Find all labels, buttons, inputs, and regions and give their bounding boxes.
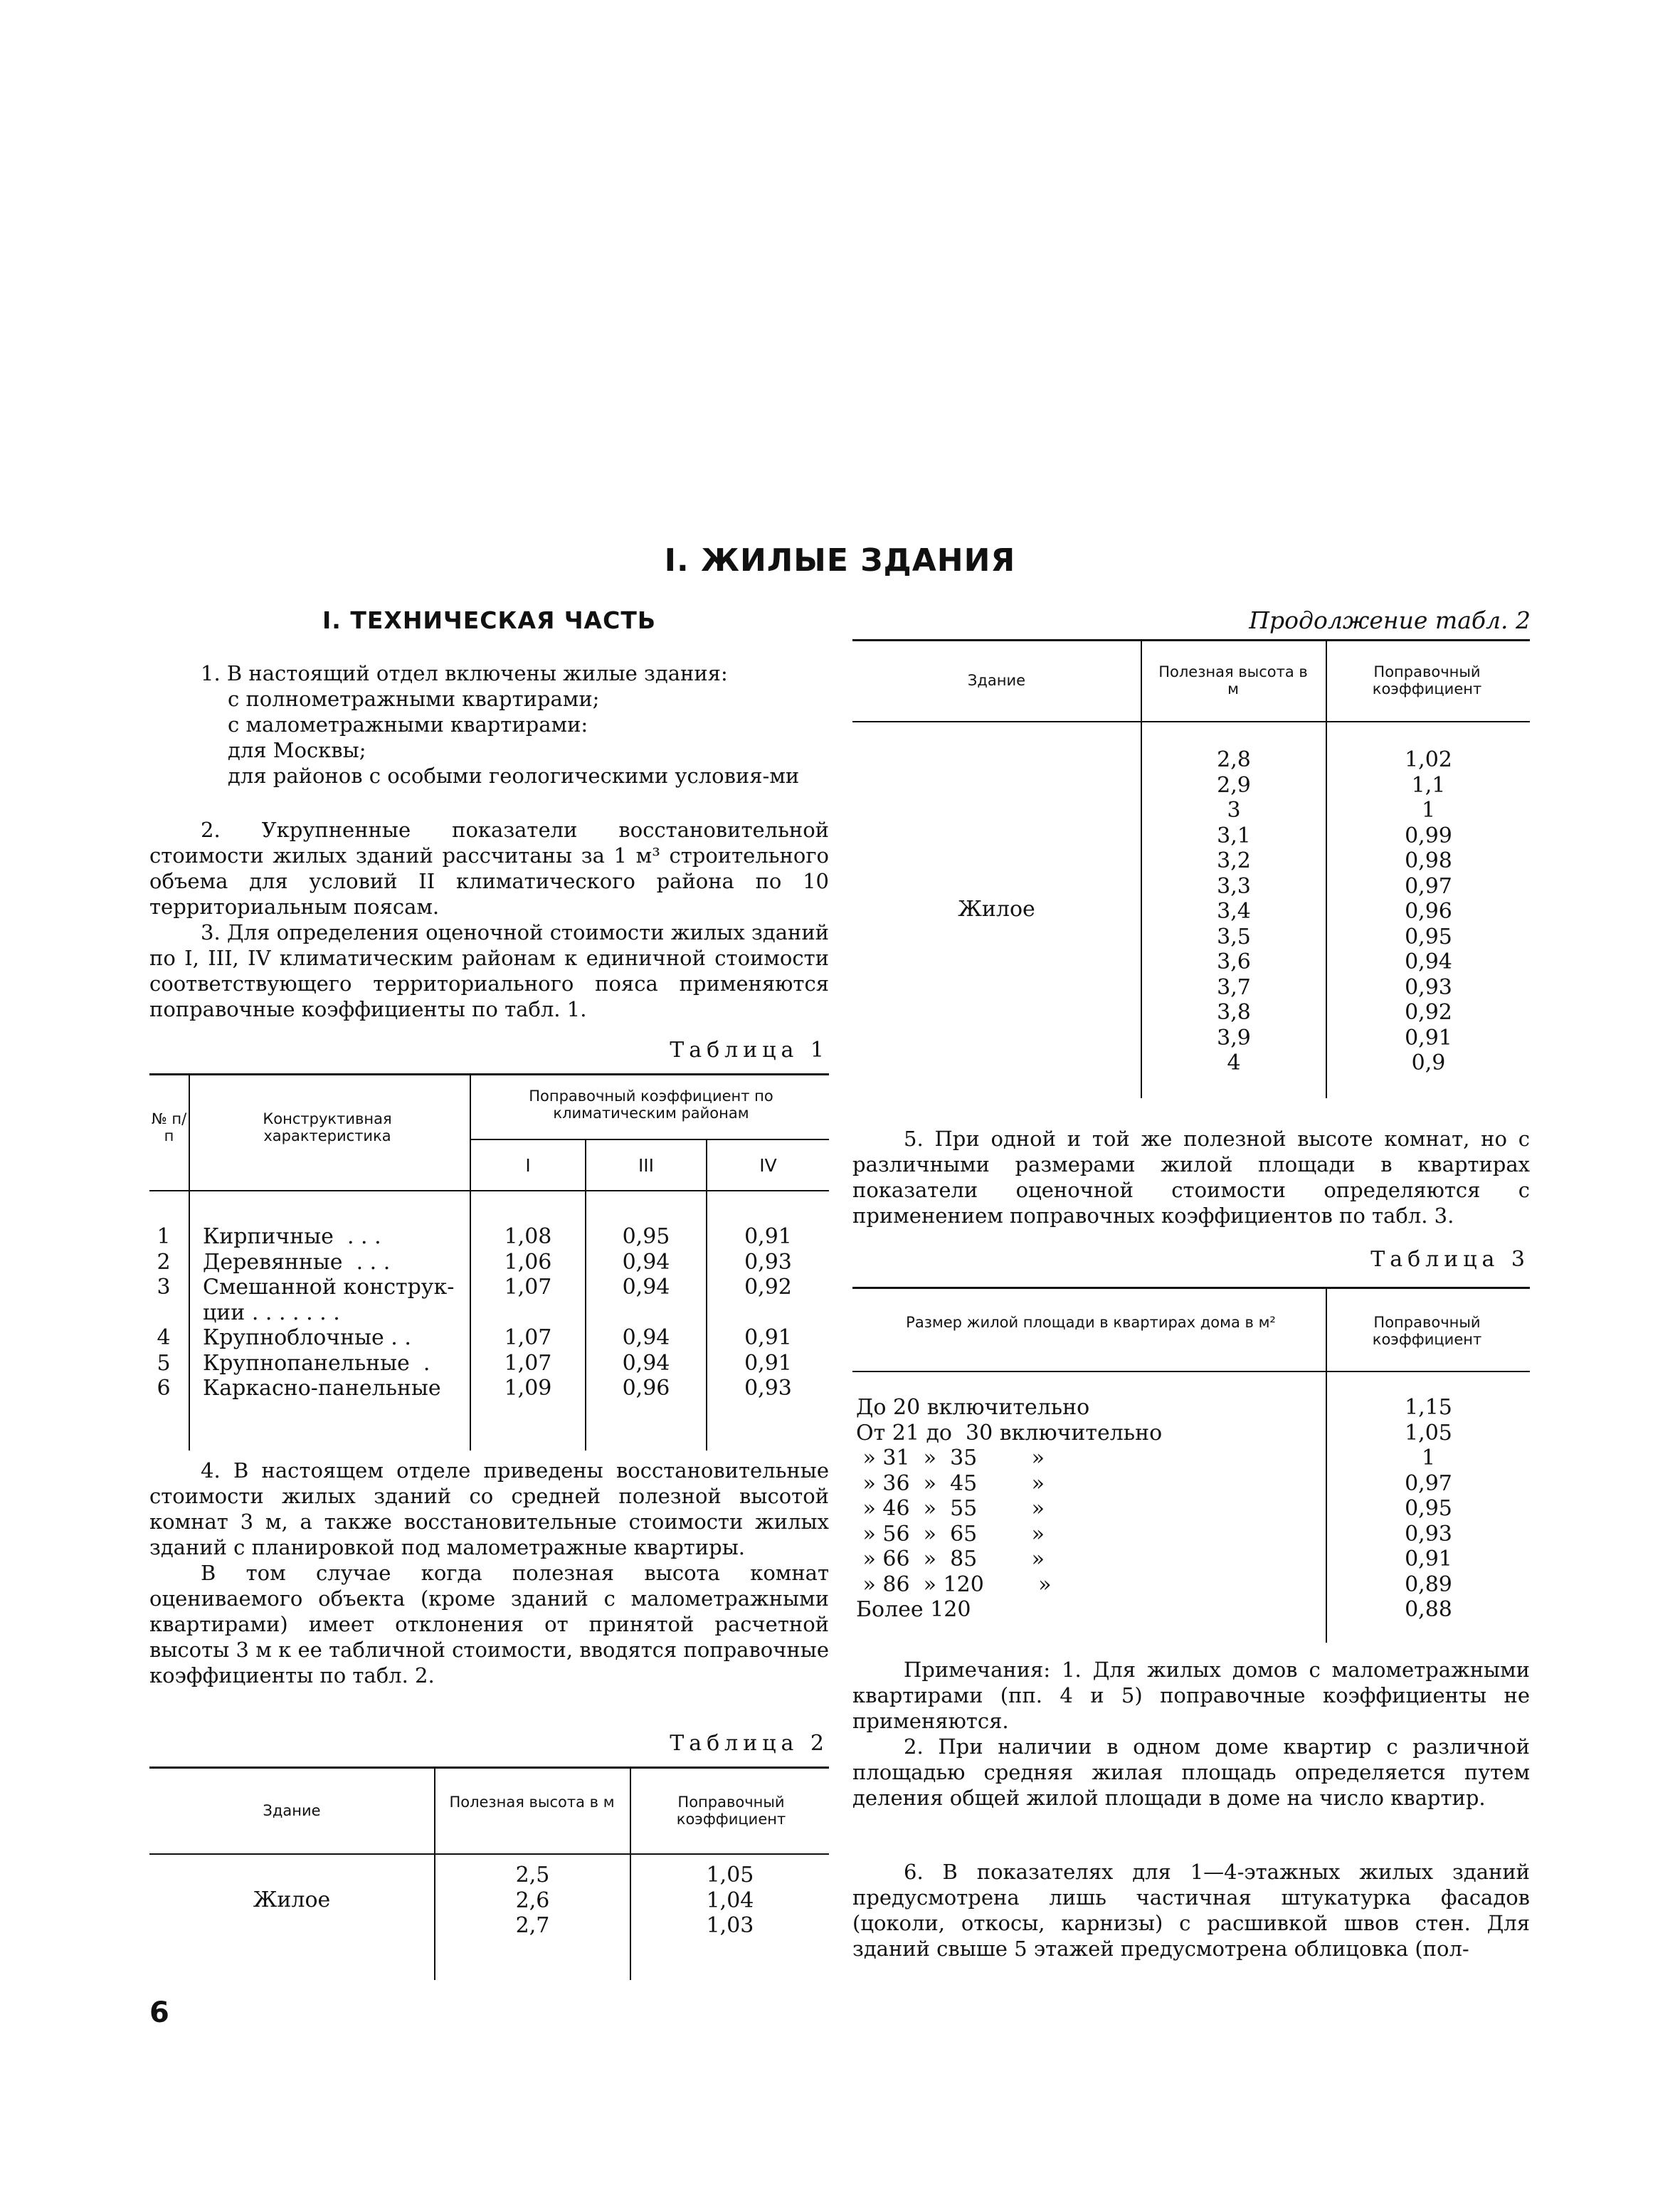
table-1-col-num: 1 2 3 4 5 6 xyxy=(157,1224,171,1401)
paragraph-6: 6. В показателях для 1—4-этажных жилых зданий предусмотрена лишь частичная штукатурка фасадов (цоколи, откосы, карнизы) с расшивкой швов стен. Для зданий свыше 5 этажей предусмотрена облицовка (пол- xyxy=(852,1860,1530,1961)
paragraph-1-item: для Москвы; xyxy=(228,738,366,762)
paragraph-6-block xyxy=(852,1859,1530,1962)
table-1-col-region-iv: 0,91 0,93 0,92 0,91 0,91 0,93 xyxy=(744,1224,792,1401)
table-2-col-height: 2,5 2,6 2,7 xyxy=(515,1863,550,1938)
page-number: 6 xyxy=(149,1996,169,2029)
paragraph-1-item: для районов с особыми геологическими условия-ми xyxy=(228,764,800,788)
table-2 xyxy=(149,1767,829,1980)
table-3-caption: Таблица 3 xyxy=(1370,1247,1530,1272)
table-1-header-region-i: I xyxy=(525,1155,531,1176)
paragraph-4-block xyxy=(149,1458,829,1688)
main-title: I. ЖИЛЫЕ ЗДАНИЯ xyxy=(664,542,1016,579)
section-title: I. ТЕХНИЧЕСКАЯ ЧАСТЬ xyxy=(322,606,656,634)
paragraph-3: 3. Для определения оценочной стоимости жилых зданий по I, III, IV климатическим районам к единичной стоимости соответствующего территориального пояса применяются поправочные коэффициенты по табл. 1. xyxy=(149,920,829,1021)
table-2-caption: Таблица 2 xyxy=(670,1731,829,1756)
paragraph-5: 5. При одной и той же полезной высоте комнат, но с различными размерами жилой площади в квартирах показатели оценочной стоимости определяются с применением поправочных коэффициентов по табл. 3. xyxy=(852,1127,1530,1228)
table-2-cont-header-coefficient: Поправочный коэффициент xyxy=(1372,663,1482,697)
paragraph-1-lead: 1. В настоящий отдел включены жилые здания: xyxy=(201,661,728,685)
paragraph-2: 2. Укрупненные показатели восстановительной стоимости жилых зданий рассчитаны за 1 м³ строительного объема для условий II климатического района по 10 территориальным поясам. xyxy=(149,818,829,919)
table-3-header-coefficient: Поправочный коэффициент xyxy=(1372,1314,1482,1348)
table-2-header-coefficient: Поправочный коэффициент xyxy=(676,1794,786,1828)
table-1-col-region-iii: 0,95 0,94 0,94 0,94 0,94 0,96 xyxy=(622,1224,670,1401)
table-3-header-area: Размер жилой площади в квартирах дома в м² xyxy=(906,1314,1276,1331)
table-2-col-coefficient: 1,05 1,04 1,03 xyxy=(706,1863,754,1938)
paragraph-4: 4. В настоящем отделе приведены восстановительные стоимости жилых зданий со средней полезной высотой комнат 3 м, а также восстановительные стоимости жилых зданий с планировкой под малометражные квартиры. xyxy=(149,1458,829,1559)
table-2-header-building: Здание xyxy=(263,1802,321,1819)
table-1-header-num: № п/п xyxy=(151,1110,187,1144)
note-2: 2. При наличии в одном доме квартир с различной площадью средняя жилая площадь определяется путем деления общей жилой площади в доме на число квартир. xyxy=(852,1734,1530,1810)
table-1-header-characteristic: Конструктивная характеристика xyxy=(263,1110,392,1144)
notes-block xyxy=(852,1657,1530,1811)
paragraph-1-block xyxy=(149,660,829,789)
table-2-cont-building: Жилое xyxy=(958,897,1035,922)
table-2-cont-header-building: Здание xyxy=(967,672,1026,689)
paragraph-1-item: с малометражными квартирами: xyxy=(228,712,588,737)
note-1: Примечания: 1. Для жилых домов с малометражными квартирами (пп. 4 и 5) поправочные коэффициенты не применяются. xyxy=(852,1658,1530,1733)
table-2-cont-header-height: Полезная высота в м xyxy=(1158,663,1308,697)
table-3-col-area: До 20 включительно От 21 до 30 включительно » 31 » 35 » » 36 » 45 » » 46 » 55 » » 56 » 65 » » 66 » 85 » » 86 » 120 » Более 120 xyxy=(856,1395,1163,1622)
table-1-col-characteristic: Кирпичные . . . Деревянные . . . Смешанной конструк- ции . . . . . . . Крупноблочные . . Крупнопанельные . Каркасно-панельные xyxy=(203,1224,455,1401)
paragraph-1-item: с полнометражными квартирами; xyxy=(228,687,600,711)
table-2-cont-col-height: 2,8 2,9 3 3,1 3,2 3,3 3,4 3,5 3,6 3,7 3,8 3,9 4 xyxy=(1217,747,1251,1075)
table-3 xyxy=(852,1287,1530,1643)
table-2-cont-col-coefficient: 1,02 1,1 1 0,99 0,98 0,97 0,96 0,95 0,94 0,93 0,92 0,91 0,9 xyxy=(1405,747,1452,1075)
table-3-col-coefficient: 1,15 1,05 1 0,97 0,95 0,93 0,91 0,89 0,88 xyxy=(1405,1395,1452,1622)
table-2-continuation xyxy=(852,639,1530,1098)
paragraph-5-block xyxy=(852,1126,1530,1228)
table-1-header-coefficient-group: Поправочный коэффициент по климатическим районам xyxy=(529,1088,773,1122)
table-1-caption: Таблица 1 xyxy=(670,1038,829,1063)
continuation-label: Продолжение табл. 2 xyxy=(1249,606,1531,634)
table-2-building: Жилое xyxy=(253,1887,331,1912)
paragraph-4-continued: В том случае когда полезная высота комнат оцениваемого объекта (кроме зданий с малометражными квартирами) имеет отклонения от принятой расчетной высоты 3 м к ее табличной стоимости, вводятся поправочные коэффициенты по табл. 2. xyxy=(149,1561,829,1688)
table-1-col-region-i: 1,08 1,06 1,07 1,07 1,07 1,09 xyxy=(504,1224,552,1401)
table-1-header-region-iv: IV xyxy=(759,1155,777,1176)
table-1-header-region-iii: III xyxy=(638,1155,655,1176)
table-1 xyxy=(149,1073,829,1450)
paragraph-2-block xyxy=(149,817,829,1022)
table-2-header-height: Полезная высота в м xyxy=(449,1794,615,1811)
